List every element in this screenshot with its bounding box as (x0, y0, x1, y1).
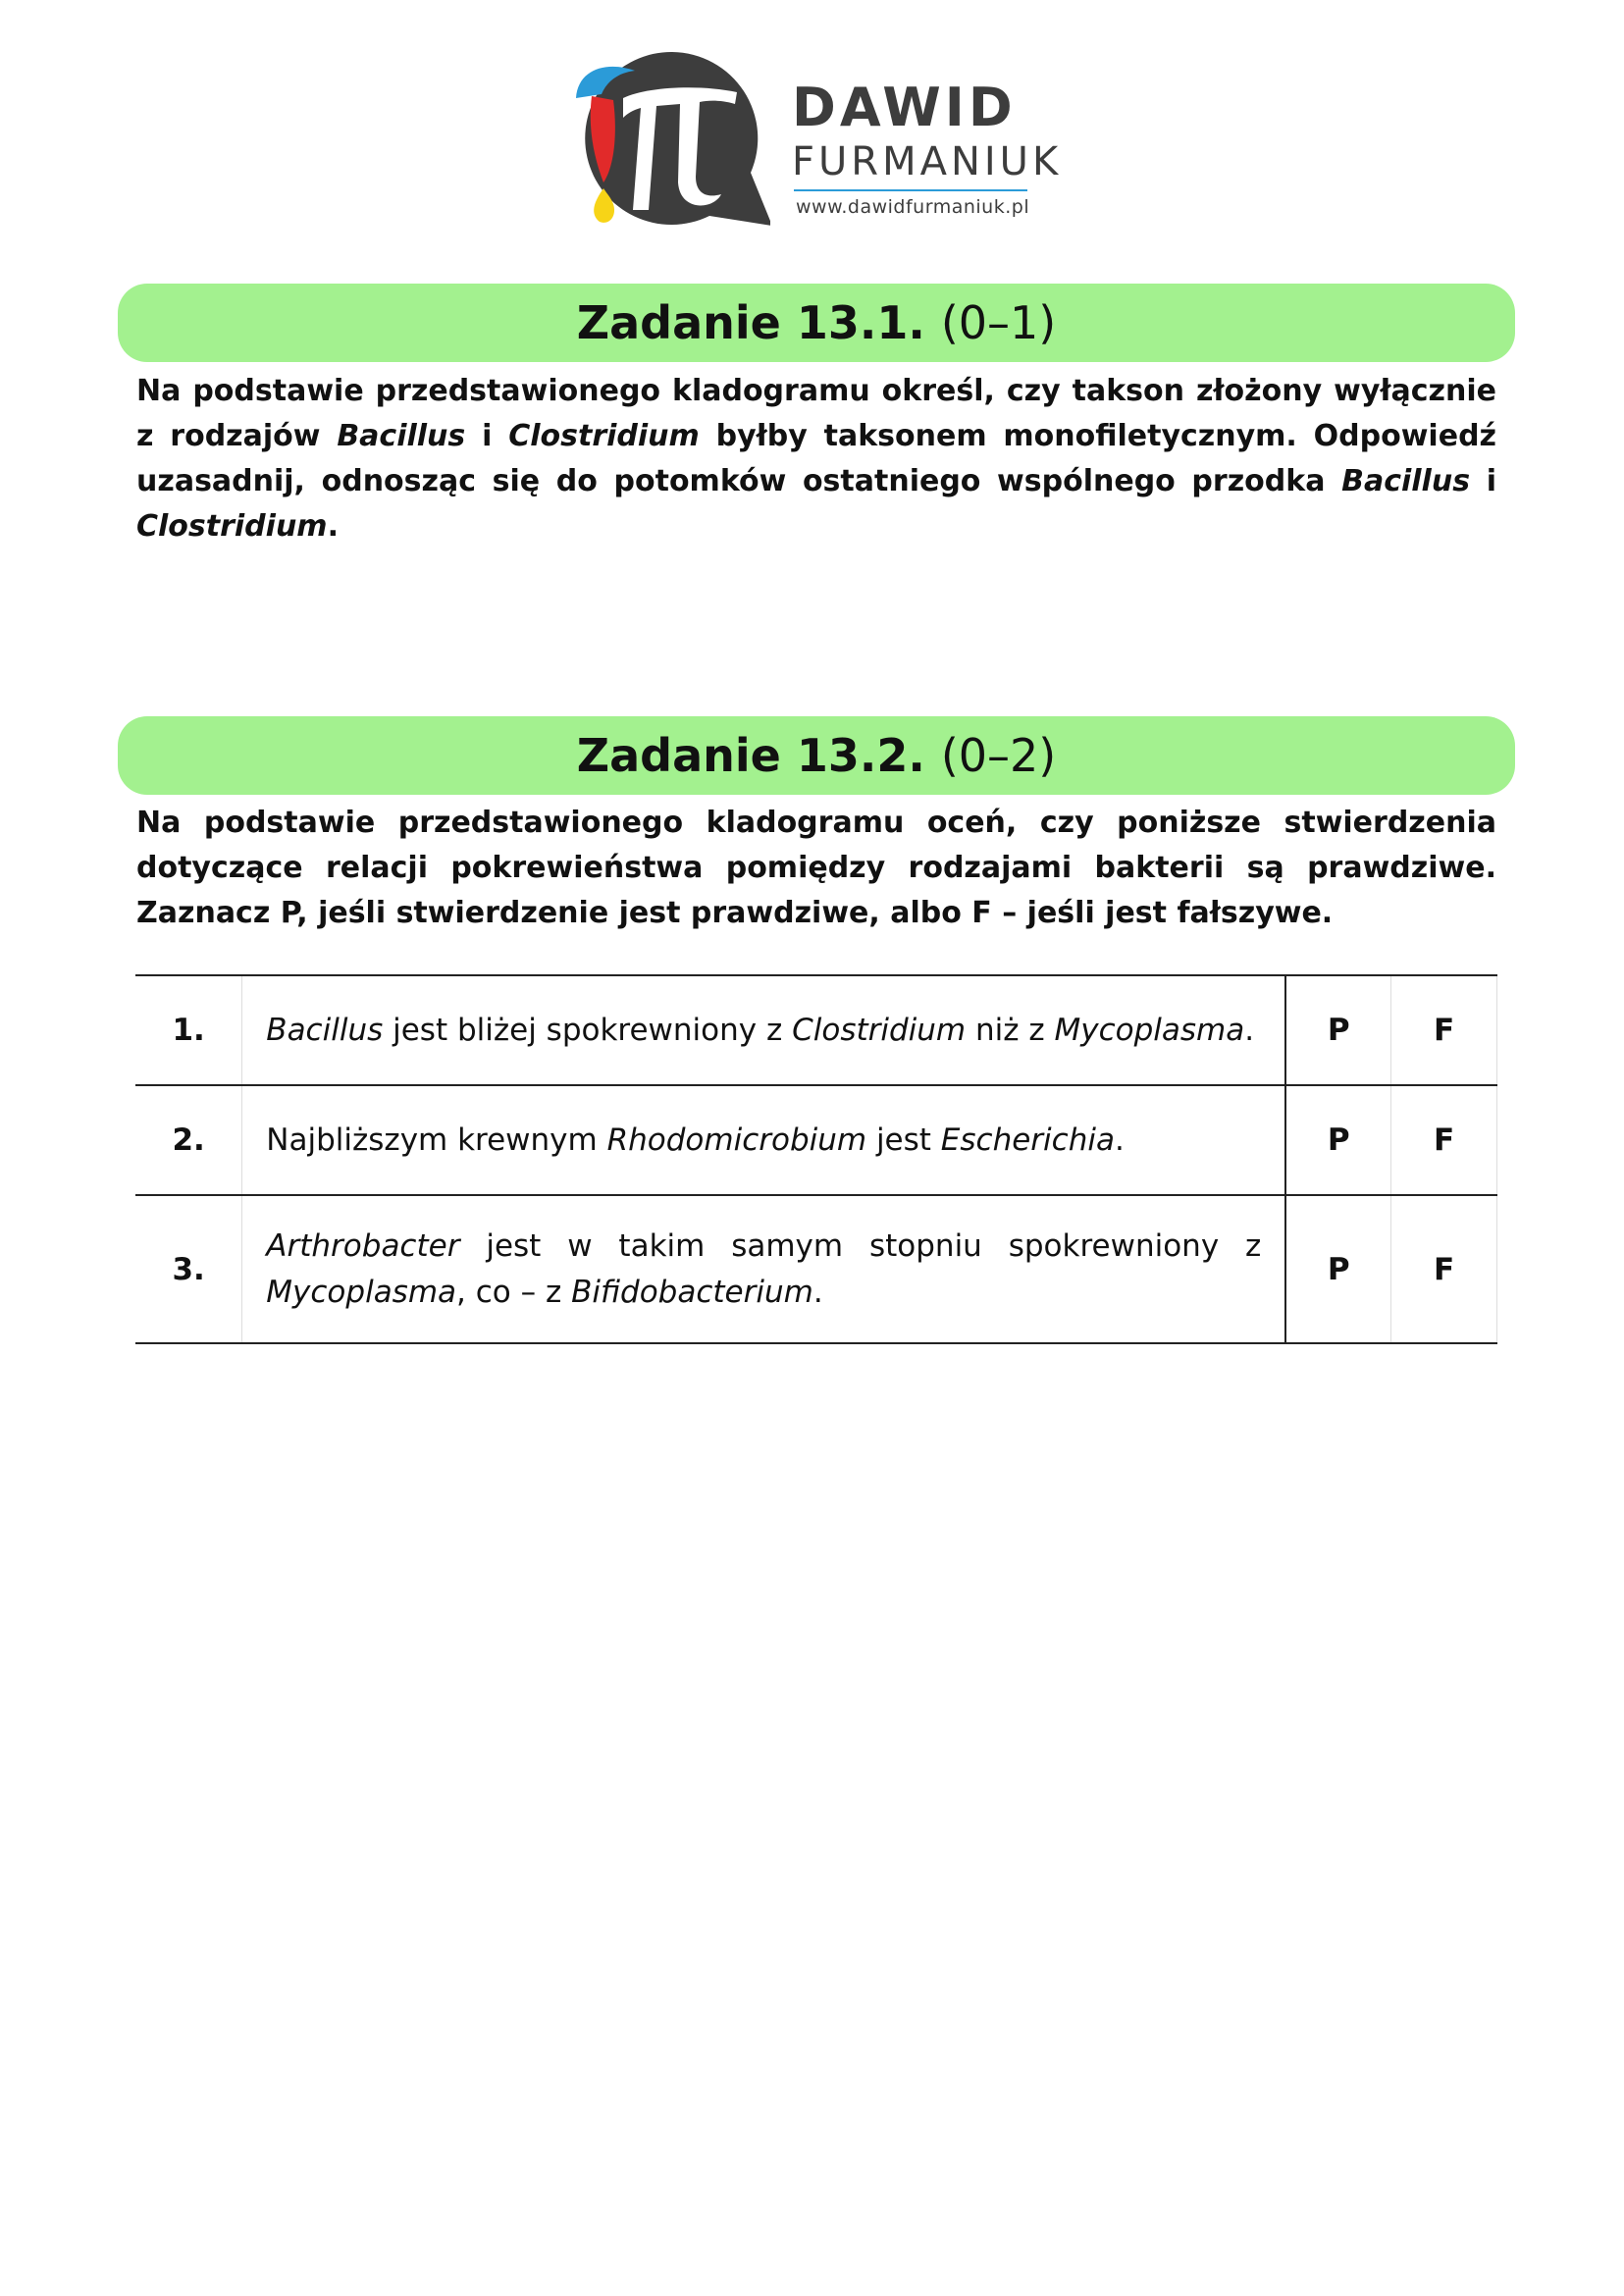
statement-fragment: jest (866, 1122, 941, 1158)
instruction-text: Na podstawie przedstawionego kladogramu określ, czy takson złożony wyłącznie z rodzajów (136, 374, 1496, 453)
table-row (135, 975, 1497, 1085)
statement-fragment: . (812, 1274, 823, 1310)
logo (564, 47, 1063, 234)
genus-name: Bacillus (266, 1012, 384, 1048)
answer-false-cell[interactable]: F (1391, 1195, 1497, 1343)
genus-name: Bacillus (337, 419, 466, 453)
genus-name: Bacillus (1341, 464, 1471, 498)
genus-name: Mycoplasma (1054, 1012, 1245, 1048)
task-13-2-instruction: Na podstawie przedstawionego kladogramu oceń, czy poniższe stwierdzenia dotyczące relacji pokrewieństwa pomiędzy rodzajami bakterii są prawdziwe. Zaznacz P, jeśli stwierdzenie jest prawdziwe, albo F – jeśli jest fałszywe. (136, 806, 1496, 930)
genus-name: Arthrobacter (266, 1227, 460, 1264)
logo-url: www.dawidfurmaniuk.pl (796, 196, 1030, 218)
task-13-1-points: (0–1) (940, 296, 1057, 349)
instruction-text: . (327, 509, 339, 544)
statement-fragment: niż z (966, 1012, 1055, 1048)
pi-logo-icon (564, 47, 770, 234)
statement-number: 2. (135, 1085, 242, 1195)
task-13-2-number: Zadanie 13.2. (576, 729, 925, 782)
statement-text (242, 1195, 1286, 1343)
logo-first-name: DAWID (792, 77, 1017, 138)
instruction-text: i (465, 419, 509, 453)
statement-text (242, 1085, 1286, 1195)
statement-fragment: jest bliżej spokrewniony z (383, 1012, 793, 1048)
true-false-table (135, 974, 1497, 1344)
task-13-2-header (118, 716, 1515, 795)
task-13-2-points: (0–2) (940, 729, 1057, 782)
genus-name: Clostridium (508, 419, 700, 453)
statement-number: 3. (135, 1195, 242, 1343)
task-13-1-number: Zadanie 13.1. (576, 296, 925, 349)
genus-name: Bifidobacterium (571, 1274, 813, 1310)
genus-name: Escherichia (940, 1122, 1115, 1158)
logo-divider (794, 189, 1027, 191)
answer-false-cell[interactable]: F (1391, 975, 1497, 1085)
answer-true-cell[interactable]: P (1285, 1195, 1390, 1343)
genus-name: Rhodomicrobium (606, 1122, 867, 1158)
statement-number: 1. (135, 975, 242, 1085)
task-13-1-header (118, 284, 1515, 362)
table-row (135, 1085, 1497, 1195)
answer-false-cell[interactable]: F (1391, 1085, 1497, 1195)
task-13-1-instruction (136, 369, 1496, 549)
genus-name: Clostridium (136, 509, 328, 544)
table-row (135, 1195, 1497, 1343)
statement-fragment: , co – z (456, 1274, 572, 1310)
statement-fragment: Najbliższym krewnym (266, 1122, 607, 1158)
statement-fragment: . (1244, 1012, 1255, 1048)
statement-fragment: . (1114, 1122, 1125, 1158)
logo-last-name: FURMANIUK (792, 139, 1063, 184)
instruction-text: i (1470, 464, 1496, 498)
statement-fragment: jest w takim samym stopniu spokrewniony z (459, 1227, 1262, 1264)
instruction-text: byłby taksonem monofiletycznym. Odpowiedź uzasadnij, odnosząc się do potomków ostatniego wspólnego przodka (136, 419, 1496, 498)
genus-name: Clostridium (792, 1012, 967, 1048)
answer-true-cell[interactable]: P (1285, 1085, 1390, 1195)
answer-true-cell[interactable]: P (1285, 975, 1390, 1085)
genus-name: Mycoplasma (266, 1274, 457, 1310)
statement-text (242, 975, 1286, 1085)
